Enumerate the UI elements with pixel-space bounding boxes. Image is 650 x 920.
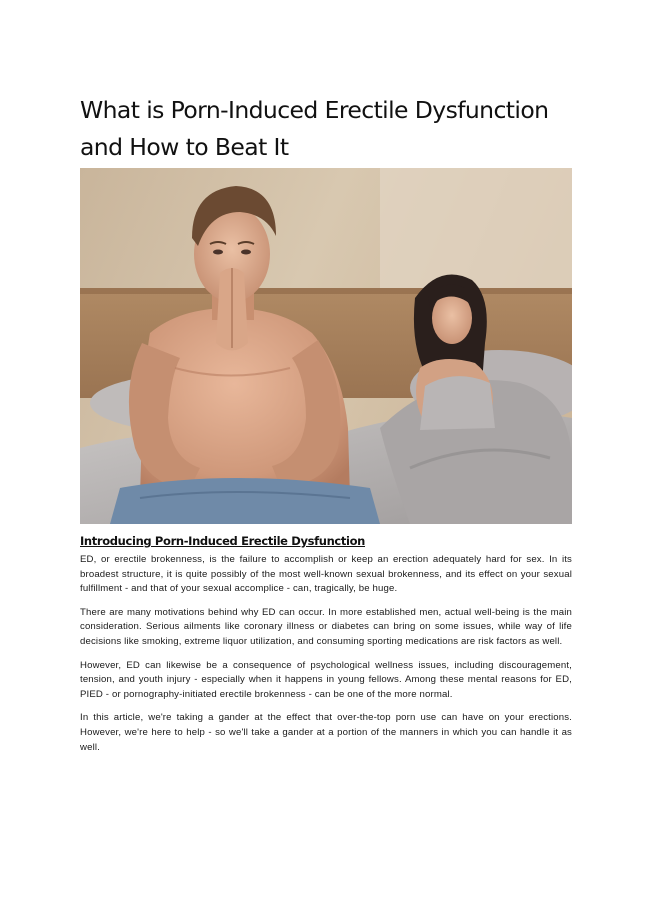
paragraph: There are many motivations behind why ED can occur. In more established men, actual well-being is the main consideration. Serious ailments like coronary illness or diabetes can bring on some issues, while way of life decisions like smoking, extreme liquor utilization, and consuming sporting medications are risk factors as well.: [80, 606, 572, 647]
article-photo: [80, 168, 572, 524]
section-heading: Introducing Porn-Induced Erectile Dysfunction: [80, 534, 366, 548]
woman-figure: [414, 274, 495, 430]
article-body: [80, 553, 572, 764]
paragraph: In this article, we're taking a gander at the effect that over-the-top porn use can have on your erections. However, we're here to help - so we'll take a gander at a portion of the manners in which you can handle it as well.: [80, 712, 572, 753]
article-title: What is Porn-Induced Erectile Dysfunction and How to Beat It: [80, 96, 549, 161]
paragraph: However, ED can likewise be a consequence of psychological wellness issues, including discouragement, tension, and youth injury - especially when it happens in young fellows. Among these mental reasons for ED, PIED - or pornography-initiated erectile brokenness - can be one of the more normal.: [80, 659, 572, 700]
paragraph: ED, or erectile brokenness, is the failure to accomplish or keep an erection adequately hard for sex. In its broadest structure, it is quite possibly of the most well-known sexual brokenness, and its effect on your sexual fulfillment - and that of your sexual accomplice - can, tragically, be huge.: [80, 554, 572, 595]
